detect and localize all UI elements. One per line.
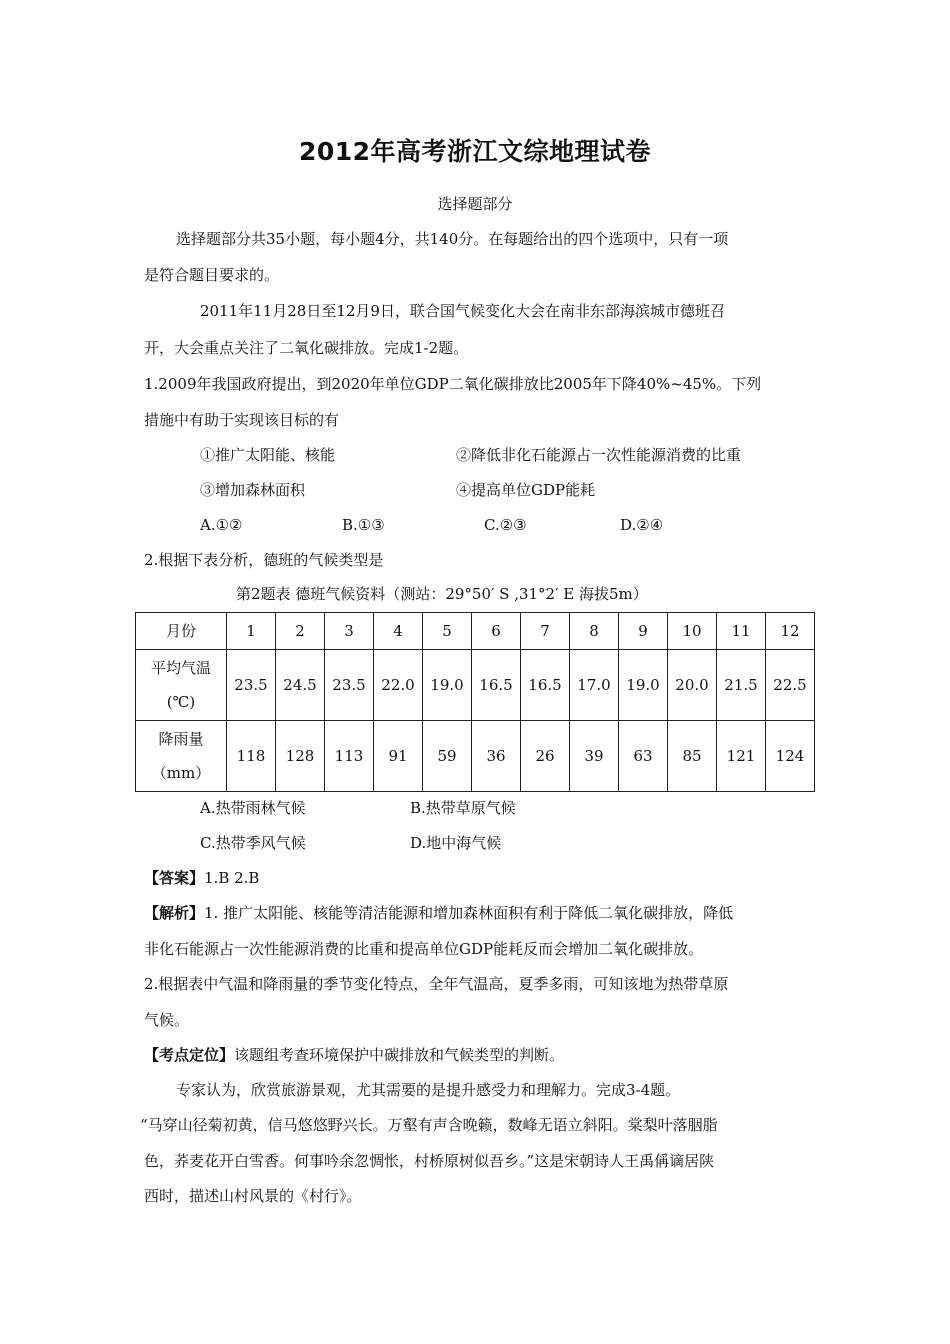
month-cell: 2	[276, 613, 325, 650]
q1-choice-c: C.②③	[484, 516, 527, 534]
month-cell: 6	[472, 613, 521, 650]
rainfall-label: 降雨量	[158, 730, 204, 748]
key-point-line	[144, 1044, 564, 1066]
month-cell: 8	[570, 613, 619, 650]
q2-choice-d: D.地中海气候	[410, 834, 502, 852]
table-caption: 第2题表 德班气候资料（测站：29°50′ S ,31°2′ E 海拔5m）	[236, 585, 648, 603]
month-cell: 7	[521, 613, 570, 650]
rainfall-cell: 124	[766, 721, 815, 792]
rainfall-header	[136, 721, 227, 792]
rainfall-cell: 91	[374, 721, 423, 792]
rainfall-cell: 59	[423, 721, 472, 792]
temperature-cell: 22.5	[766, 650, 815, 721]
table-row	[136, 613, 815, 650]
q2-choice-c: C.热带季风气候	[200, 834, 306, 852]
rainfall-cell: 121	[717, 721, 766, 792]
temperature-cell: 24.5	[276, 650, 325, 721]
key-point-tag: 【考点定位】	[144, 1046, 235, 1064]
context-line-2: 开，大会重点关注了二氧化碳排放。完成1-2题。	[144, 339, 469, 357]
q1-choice-d: D.②④	[620, 516, 664, 534]
month-cell: 3	[325, 613, 374, 650]
temperature-cell: 20.0	[668, 650, 717, 721]
month-cell: 1	[227, 613, 276, 650]
analysis-line-4: 气候。	[144, 1011, 190, 1029]
q1-statement-1: ①推广太阳能、核能	[200, 446, 336, 464]
temperature-unit: (℃)	[166, 693, 196, 711]
rainfall-cell: 63	[619, 721, 668, 792]
temperature-cell: 19.0	[619, 650, 668, 721]
answer-tag: 【答案】	[144, 869, 205, 887]
section-heading: 选择题部分	[437, 195, 513, 213]
rainfall-cell: 36	[472, 721, 521, 792]
temperature-cell: 22.0	[374, 650, 423, 721]
rainfall-cell: 85	[668, 721, 717, 792]
q2-choice-b: B.热带草原气候	[410, 799, 516, 817]
answer-line	[144, 867, 259, 889]
rainfall-cell: 39	[570, 721, 619, 792]
q1-choice-b: B.①③	[342, 516, 385, 534]
context-line-1: 2011年11月28日至12月9日，联合国气候变化大会在南非东部海滨城市德班召	[200, 302, 725, 320]
answer-text: 1.B 2.B	[204, 869, 260, 887]
month-cell: 9	[619, 613, 668, 650]
month-cell: 10	[668, 613, 717, 650]
page-title: 2012年高考浙江文综地理试卷	[298, 137, 652, 166]
month-cell: 5	[423, 613, 472, 650]
temperature-cell: 16.5	[521, 650, 570, 721]
table-row	[136, 721, 815, 792]
temperature-cell: 19.0	[423, 650, 472, 721]
question-1-line-1: 1.2009年我国政府提出，到2020年单位GDP二氧化碳排放比2005年下降40%~45%。下列	[144, 375, 762, 393]
analysis-line-1	[144, 902, 733, 924]
month-cell: 4	[374, 613, 423, 650]
temperature-cell: 23.5	[325, 650, 374, 721]
analysis-text-1: 1. 推广太阳能、核能等清洁能源和增加森林面积有利于降低二氧化碳排放，降低	[204, 904, 734, 922]
passage-line-2: “马穿山径菊初黄，信马悠悠野兴长。万壑有声含晚籁，数峰无语立斜阳。棠梨叶落胭脂	[140, 1116, 718, 1134]
q1-statement-3: ③增加森林面积	[200, 481, 306, 499]
temperature-label: 平均气温	[150, 659, 211, 677]
rainfall-cell: 128	[276, 721, 325, 792]
q1-statement-2: ②降低非化石能源占一次性能源消费的比重	[456, 446, 742, 464]
intro-line-1: 选择题部分共35小题，每小题4分，共140分。在每题给出的四个选项中，只有一项	[176, 230, 729, 248]
rainfall-unit: （mm）	[151, 764, 211, 782]
question-1-line-2: 措施中有助于实现该目标的有	[144, 411, 340, 429]
table-row	[136, 650, 815, 721]
temperature-cell: 16.5	[472, 650, 521, 721]
rainfall-cell: 113	[325, 721, 374, 792]
q1-choice-a: A.①②	[200, 516, 243, 534]
month-cell: 12	[766, 613, 815, 650]
passage-line-1: 专家认为，欣赏旅游景观，尤其需要的是提升感受力和理解力。完成3-4题。	[176, 1081, 681, 1099]
temperature-header	[136, 650, 227, 721]
key-point-text: 该题组考查环境保护中碳排放和气候类型的判断。	[234, 1046, 565, 1064]
q1-statement-4: ④提高单位GDP能耗	[456, 481, 596, 499]
passage-line-3: 色，荞麦花开白雪香。何事吟余忽惆怅，村桥原树似吾乡。”这是宋朝诗人王禹偁谪居陕	[144, 1152, 715, 1170]
analysis-line-2: 非化石能源占一次性能源消费的比重和提高单位GDP能耗反而会增加二氧化碳排放。	[144, 940, 704, 958]
rainfall-cell: 26	[521, 721, 570, 792]
analysis-line-3: 2.根据表中气温和降雨量的季节变化特点，全年气温高，夏季多雨，可知该地为热带草原	[144, 975, 729, 993]
question-2: 2.根据下表分析，德班的气候类型是	[144, 551, 384, 569]
temperature-cell: 17.0	[570, 650, 619, 721]
month-header: 月份	[136, 613, 227, 650]
temperature-cell: 21.5	[717, 650, 766, 721]
q2-choice-a: A.热带雨林气候	[200, 799, 306, 817]
rainfall-cell: 118	[227, 721, 276, 792]
temperature-cell: 23.5	[227, 650, 276, 721]
analysis-tag: 【解析】	[144, 904, 205, 922]
month-cell: 11	[717, 613, 766, 650]
intro-line-2: 是符合题目要求的。	[144, 266, 280, 284]
climate-table	[135, 612, 815, 792]
passage-line-4: 西时，描述山村风景的《村行》。	[144, 1187, 362, 1205]
